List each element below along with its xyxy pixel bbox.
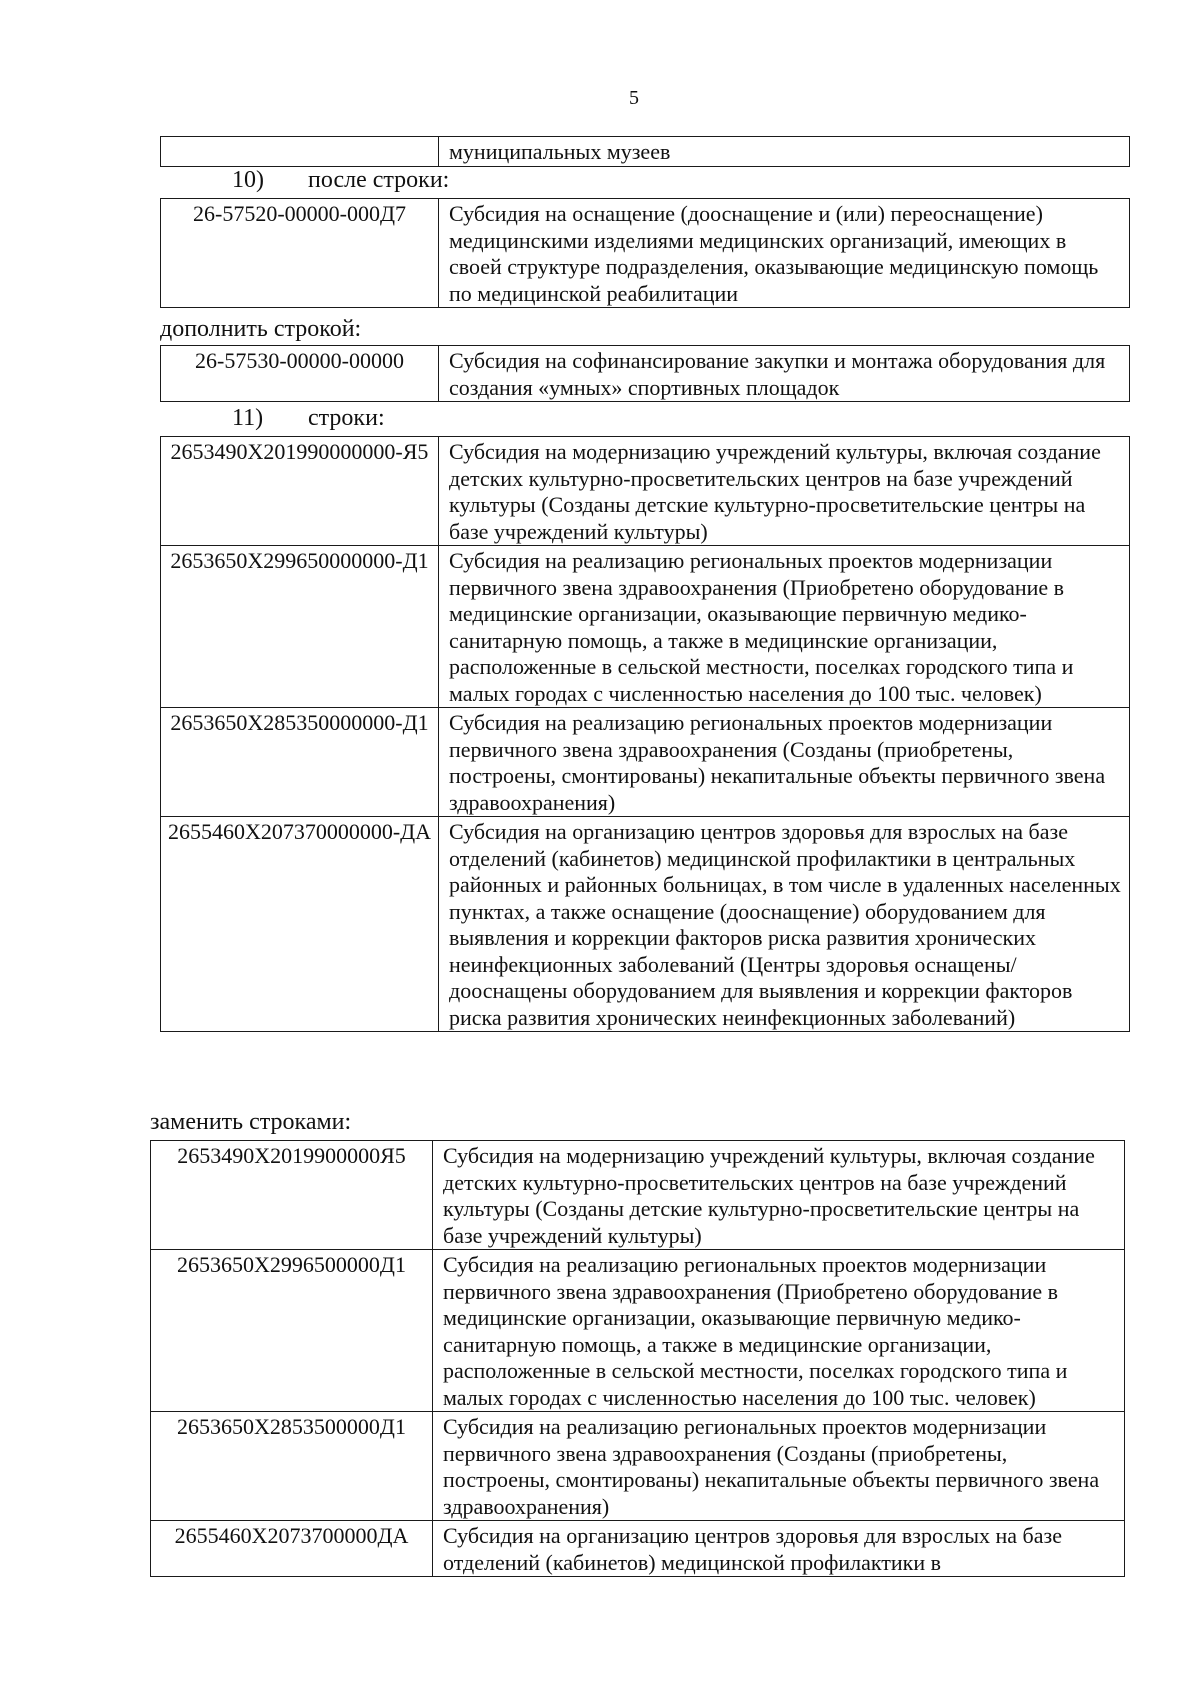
row-code: 2653650Х2996500000Д1	[151, 1250, 433, 1412]
row-code: 2653490Х2019900000Я5	[151, 1141, 433, 1250]
table-row	[161, 708, 1130, 817]
row-description: Субсидия на модернизацию учреждений культуры, включая создание детских культурно-просветительских центров на базе учреждений культуры (Созданы детские культурно-просветительские центры на базе учреждений культуры)	[439, 437, 1130, 546]
item-10-after-table	[160, 198, 1130, 308]
table-row	[161, 546, 1130, 708]
row-code	[161, 137, 439, 167]
item-number: 10)	[232, 167, 264, 193]
item-11-replace-label: заменить строками:	[150, 1109, 352, 1135]
row-description: Субсидия на реализацию региональных проектов модернизации первичного звена здравоохранения (Приобретено оборудование в медицинские организации, оказывающие первичную медико-санитарную помощь, а также в медицинские организации, расположенные в сельской местности, поселках городского типа и малых городах с численностью населения до 100 тыс. человек)	[433, 1250, 1125, 1412]
row-code: 2655460Х207370000000-ДА	[161, 817, 439, 1032]
page-number: 5	[629, 87, 639, 109]
item-10-heading	[232, 166, 449, 194]
table-row	[161, 817, 1130, 1032]
row-description: Субсидия на организацию центров здоровья для взрослых на базе отделений (кабинетов) медицинской профилактики в центральных районных и районных больницах, в том числе в удаленных населенных пунктах, а также оснащение (дооснащение) оборудованием для выявления и коррекции факторов риска развития хронических неинфекционных заболеваний (Центры здоровья оснащены/дооснащены оборудованием для выявления и коррекции факторов риска развития хронических неинфекционных заболеваний)	[439, 817, 1130, 1032]
row-description: Субсидия на организацию центров здоровья для взрослых на базе отделений (кабинетов) медицинской профилактики в	[433, 1521, 1125, 1577]
table-row	[151, 1141, 1125, 1250]
row-code: 2653650Х2853500000Д1	[151, 1412, 433, 1521]
item-11-old-rows-table	[160, 436, 1130, 1032]
row-code: 2653490Х201990000000-Я5	[161, 437, 439, 546]
row-code: 26-57530-00000-00000	[161, 346, 439, 402]
row-code: 2655460Х2073700000ДА	[151, 1521, 433, 1577]
table-row	[151, 1412, 1125, 1521]
item-instruction: строки:	[308, 405, 385, 431]
row-description: Субсидия на оснащение (дооснащение и (или) переоснащение) медицинскими изделиями медицинских организаций, имеющих в своей структуре подразделения, оказывающие медицинскую помощь по медицинской реабилитации	[439, 199, 1130, 308]
row-code: 2653650Х285350000000-Д1	[161, 708, 439, 817]
row-code: 26-57520-00000-000Д7	[161, 199, 439, 308]
row-description: Субсидия на софинансирование закупки и монтажа оборудования для создания «умных» спортивных площадок	[439, 346, 1130, 402]
row-description: Субсидия на реализацию региональных проектов модернизации первичного звена здравоохранения (Созданы (приобретены, построены, смонтированы) некапитальные объекты первичного звена здравоохранения)	[439, 708, 1130, 817]
row-description: муниципальных музеев	[439, 137, 1130, 167]
item-11-heading	[232, 404, 385, 432]
item-10-add-table	[160, 345, 1130, 402]
table-row	[161, 437, 1130, 546]
row-description: Субсидия на модернизацию учреждений культуры, включая создание детских культурно-просветительских центров на базе учреждений культуры (Созданы детские культурно-просветительские центры на базе учреждений культуры)	[433, 1141, 1125, 1250]
table-row	[161, 137, 1130, 167]
table-row	[161, 199, 1130, 308]
row-description: Субсидия на реализацию региональных проектов модернизации первичного звена здравоохранения (Приобретено оборудование в медицинские организации, оказывающие первичную медико-санитарную помощь, а также в медицинские организации, расположенные в сельской местности, поселках городского типа и малых городах с численностью населения до 100 тыс. человек)	[439, 546, 1130, 708]
table-row	[161, 346, 1130, 402]
item-11-new-rows-table	[150, 1140, 1125, 1577]
table-row	[151, 1250, 1125, 1412]
item-number: 11)	[232, 405, 264, 431]
item-10-add-label: дополнить строкой:	[160, 316, 362, 342]
table-row	[151, 1521, 1125, 1577]
item-instruction: после строки:	[308, 167, 450, 193]
row-description: Субсидия на реализацию региональных проектов модернизации первичного звена здравоохранения (Созданы (приобретены, построены, смонтированы) некапитальные объекты первичного звена здравоохранения)	[433, 1412, 1125, 1521]
row-code: 2653650Х299650000000-Д1	[161, 546, 439, 708]
continued-table	[160, 136, 1130, 167]
